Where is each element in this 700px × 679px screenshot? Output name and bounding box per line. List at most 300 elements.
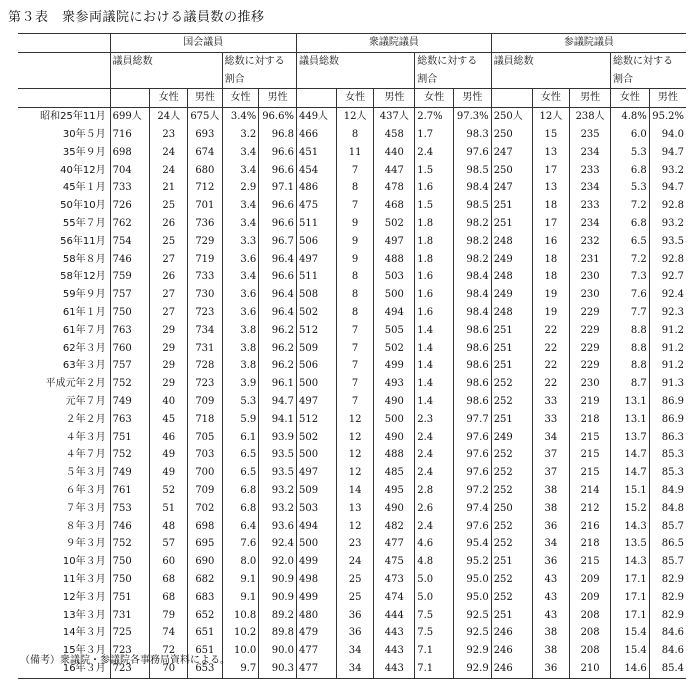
table-cell: 8: [336, 179, 374, 197]
table-cell: 7.7: [611, 304, 650, 322]
table-cell: 70: [150, 660, 188, 678]
row-label: 50年10月: [60, 200, 106, 212]
table-cell: 9: [336, 215, 374, 233]
table-cell: 12人: [336, 108, 374, 126]
table-cell: 246: [491, 660, 532, 678]
table-cell: 43: [532, 571, 570, 589]
table-row: [18, 286, 686, 304]
table-cell: 252: [491, 446, 532, 464]
table-cell: 215: [570, 464, 611, 482]
table-cell: 251: [491, 197, 532, 215]
table-cell: 500: [374, 411, 415, 429]
total-header: 議員総数: [296, 52, 414, 70]
table-cell: 234: [570, 179, 611, 197]
table-cell: 95.2%: [649, 108, 686, 126]
table-cell: 85.7: [649, 553, 686, 571]
table-cell: 7: [336, 375, 374, 393]
table-cell: 477: [374, 535, 415, 553]
male-header: 男性: [570, 89, 611, 108]
table-cell: 229: [570, 322, 611, 340]
table-cell: 763: [110, 411, 150, 429]
table-row: [18, 251, 686, 269]
table-row: [18, 162, 686, 180]
table-cell: 753: [110, 500, 150, 518]
table-cell: 440: [374, 144, 415, 162]
table-cell: 51: [150, 500, 188, 518]
row-label: ６年３月: [65, 484, 106, 496]
table-cell: 3.4: [222, 215, 259, 233]
table-cell: 24: [150, 144, 188, 162]
table-cell: 497: [296, 251, 336, 269]
table-cell: 45: [150, 411, 188, 429]
table-cell: 95.4: [454, 535, 492, 553]
table-cell: 91.3: [649, 375, 686, 393]
table-row: [18, 304, 686, 322]
table-cell: 757: [110, 286, 150, 304]
table-cell: 93.5: [649, 233, 686, 251]
table-cell: 4.8: [415, 553, 454, 571]
table-cell: 95.2: [454, 553, 492, 571]
table-cell: 68: [150, 571, 188, 589]
table-cell: 512: [296, 322, 336, 340]
table-cell: 252: [491, 571, 532, 589]
table-cell: 22: [532, 375, 570, 393]
table-cell: 7: [336, 357, 374, 375]
table-cell: 506: [296, 233, 336, 251]
header-groups: [18, 34, 686, 53]
table-title: 第３表 衆参両議院における議員数の推移: [8, 10, 265, 25]
table-cell: 503: [296, 500, 336, 518]
table-cell: 235: [570, 126, 611, 144]
table-cell: 29: [150, 340, 188, 358]
table-cell: 29: [150, 322, 188, 340]
table-cell: 699人: [110, 108, 150, 126]
table-cell: 757: [110, 357, 150, 375]
table-cell: 86.5: [649, 535, 686, 553]
table-cell: 252: [491, 589, 532, 607]
table-cell: 512: [296, 411, 336, 429]
table-cell: 215: [570, 446, 611, 464]
table-cell: 500: [296, 535, 336, 553]
table-cell: 3.8: [222, 322, 259, 340]
table-cell: 1.6: [415, 179, 454, 197]
table-cell: 19: [532, 286, 570, 304]
table-cell: 705: [188, 429, 223, 447]
table-cell: 473: [374, 571, 415, 589]
table-cell: 698: [188, 518, 223, 536]
table-cell: 13.1: [611, 411, 650, 429]
table-cell: 716: [110, 126, 150, 144]
table-cell: 13: [336, 500, 374, 518]
table-cell: 9.1: [222, 589, 259, 607]
table-cell: 702: [188, 500, 223, 518]
header-sub2: [18, 71, 686, 89]
row-label: 55年７月: [62, 217, 106, 229]
table-cell: 477: [296, 660, 336, 678]
table-cell: 750: [110, 553, 150, 571]
row-label: 40年12月: [60, 164, 106, 176]
table-cell: 15.1: [611, 482, 650, 500]
table-cell: 36: [336, 624, 374, 642]
table-cell: 502: [296, 304, 336, 322]
table-cell: 8.8: [611, 357, 650, 375]
table-cell: 15.4: [611, 642, 650, 660]
table-cell: 486: [296, 179, 336, 197]
table-cell: 7.1: [415, 642, 454, 660]
table-cell: 17.1: [611, 571, 650, 589]
table-cell: 2.6: [415, 500, 454, 518]
table-cell: 97.4: [454, 500, 492, 518]
table-cell: 6.4: [222, 518, 259, 536]
table-cell: 480: [296, 607, 336, 625]
table-cell: 736: [188, 215, 223, 233]
table-cell: 89.8: [259, 624, 297, 642]
table-cell: 92.0: [259, 553, 297, 571]
table-cell: 502: [296, 429, 336, 447]
table-cell: 92.9: [454, 642, 492, 660]
table-cell: 57: [150, 535, 188, 553]
table-cell: 29: [150, 357, 188, 375]
table-cell: 18: [532, 197, 570, 215]
table-row: [18, 322, 686, 340]
table-cell: 82.9: [649, 589, 686, 607]
row-label: ８年３月: [65, 520, 106, 532]
table-cell: 94.7: [649, 179, 686, 197]
row-label: 11年３月: [62, 573, 106, 585]
table-cell: 98.5: [454, 197, 492, 215]
table-cell: 22: [532, 340, 570, 358]
table-cell: 68: [150, 589, 188, 607]
table-cell: 12人: [532, 108, 570, 126]
table-cell: 700: [188, 464, 223, 482]
table-cell: 10.0: [222, 642, 259, 660]
table-cell: 752: [110, 446, 150, 464]
table-cell: 24: [150, 162, 188, 180]
table-cell: 651: [188, 642, 223, 660]
table-cell: 7.2: [611, 251, 650, 269]
table-cell: 36: [336, 607, 374, 625]
table-cell: 443: [374, 660, 415, 678]
table-cell: 14.6: [611, 660, 650, 678]
table-cell: 444: [374, 607, 415, 625]
table-cell: 3.4: [222, 268, 259, 286]
table-cell: 84.9: [649, 482, 686, 500]
table-cell: 91.2: [649, 357, 686, 375]
table-row: [18, 429, 686, 447]
table-cell: 466: [296, 126, 336, 144]
table-cell: 488: [374, 446, 415, 464]
row-label: 45年１月: [62, 182, 106, 194]
table-cell: 2.7%: [415, 108, 454, 126]
table-cell: 12: [336, 411, 374, 429]
table-cell: 763: [110, 322, 150, 340]
table-cell: 2.4: [415, 446, 454, 464]
table-cell: 9: [336, 251, 374, 269]
table-cell: 36: [532, 660, 570, 678]
table-cell: 85.3: [649, 446, 686, 464]
table-cell: 96.6: [259, 268, 297, 286]
table-cell: 92.7: [649, 268, 686, 286]
table-cell: 23: [150, 126, 188, 144]
row-label: ２年２月: [65, 413, 106, 425]
table-cell: 212: [570, 500, 611, 518]
table-cell: 651: [188, 624, 223, 642]
group-sangiin: 参議院議員: [491, 34, 686, 53]
table-cell: 5.9: [222, 411, 259, 429]
table-cell: 1.4: [415, 393, 454, 411]
table-cell: 751: [110, 429, 150, 447]
table-cell: 3.6: [222, 251, 259, 269]
table-cell: 86.9: [649, 393, 686, 411]
row-label: 昭和25年11月: [40, 111, 106, 123]
table-cell: 252: [491, 464, 532, 482]
table-cell: 499: [374, 357, 415, 375]
table-cell: 22: [532, 357, 570, 375]
table-cell: 246: [491, 624, 532, 642]
table-cell: 219: [570, 393, 611, 411]
table-cell: 92.4: [259, 535, 297, 553]
table-cell: 2.3: [415, 411, 454, 429]
table-cell: 97.7: [454, 411, 492, 429]
table-cell: 14: [336, 482, 374, 500]
table-cell: 7: [336, 197, 374, 215]
table-cell: 96.8: [259, 126, 297, 144]
table-cell: 718: [188, 411, 223, 429]
header-gender: [18, 89, 686, 108]
table-cell: 494: [374, 304, 415, 322]
table-cell: 36: [532, 518, 570, 536]
table-cell: 232: [570, 233, 611, 251]
table-cell: 505: [374, 322, 415, 340]
table-cell: 14.3: [611, 553, 650, 571]
table-cell: 98.6: [454, 375, 492, 393]
table-cell: 703: [188, 446, 223, 464]
table-cell: 6.5: [222, 446, 259, 464]
ratio-header-2: 割合: [611, 71, 686, 89]
table-cell: 9.7: [222, 660, 259, 678]
row-label: 58年８月: [62, 253, 106, 265]
table-cell: 477: [296, 642, 336, 660]
table-cell: 34: [532, 429, 570, 447]
table-cell: 728: [188, 357, 223, 375]
table-cell: 497: [296, 464, 336, 482]
table-row: [18, 268, 686, 286]
table-cell: 12: [336, 446, 374, 464]
table-cell: 502: [374, 215, 415, 233]
table-cell: 82.9: [649, 607, 686, 625]
table-cell: 709: [188, 482, 223, 500]
table-cell: 230: [570, 268, 611, 286]
table-cell: 91.2: [649, 340, 686, 358]
table-cell: 13.5: [611, 535, 650, 553]
table-cell: 98.3: [454, 126, 492, 144]
table-cell: 250: [491, 126, 532, 144]
table-cell: 511: [296, 268, 336, 286]
table-cell: 500: [374, 286, 415, 304]
table-cell: 498: [296, 571, 336, 589]
table-cell: 761: [110, 482, 150, 500]
table-cell: 86.3: [649, 429, 686, 447]
table-cell: 38: [532, 642, 570, 660]
row-label: 62年３月: [62, 342, 106, 354]
table-cell: 729: [188, 233, 223, 251]
table-cell: 490: [374, 429, 415, 447]
table-row: [18, 197, 686, 215]
row-label: 63年３月: [62, 360, 106, 372]
table-cell: 511: [296, 215, 336, 233]
table-cell: 43: [532, 589, 570, 607]
table-cell: 96.4: [259, 304, 297, 322]
row-label: 14年３月: [62, 627, 106, 639]
table-cell: 208: [570, 642, 611, 660]
table-cell: 84.6: [649, 642, 686, 660]
table-cell: 6.5: [611, 233, 650, 251]
table-row: [18, 500, 686, 518]
table-cell: 93.2: [259, 482, 297, 500]
female-header: 女性: [532, 89, 570, 108]
table-cell: 34: [336, 642, 374, 660]
table-cell: 96.4: [259, 251, 297, 269]
row-label: ５年３月: [65, 467, 106, 479]
table-cell: 751: [110, 589, 150, 607]
table-cell: 96.1: [259, 375, 297, 393]
table-cell: 2.4: [415, 144, 454, 162]
male-header: 男性: [649, 89, 686, 108]
table-cell: 443: [374, 624, 415, 642]
row-label: ４年７月: [65, 449, 106, 461]
table-cell: 474: [374, 589, 415, 607]
table-cell: 38: [532, 500, 570, 518]
table-cell: 89.2: [259, 607, 297, 625]
table-cell: 8.0: [222, 553, 259, 571]
table-cell: 7: [336, 322, 374, 340]
table-cell: 19: [532, 304, 570, 322]
table-cell: 4.6: [415, 535, 454, 553]
source-note: （備考）衆議院・参議院各事務局資料による。: [20, 655, 230, 666]
row-label: 61年１月: [62, 306, 106, 318]
table-cell: 759: [110, 268, 150, 286]
table-cell: 252: [491, 518, 532, 536]
table-cell: 249: [491, 429, 532, 447]
table-cell: 92.9: [454, 660, 492, 678]
table-cell: 3.9: [222, 375, 259, 393]
table-cell: 26: [150, 268, 188, 286]
table-cell: 5.0: [415, 571, 454, 589]
table-cell: 34: [532, 535, 570, 553]
table-cell: 91.2: [649, 322, 686, 340]
group-shugiin: 衆議院議員: [296, 34, 491, 53]
female-header: 女性: [611, 89, 650, 108]
table-row: [18, 446, 686, 464]
table-cell: 730: [188, 286, 223, 304]
table-cell: 652: [188, 607, 223, 625]
table-cell: 7.6: [611, 286, 650, 304]
table-cell: 680: [188, 162, 223, 180]
table-cell: 90.3: [259, 660, 297, 678]
table-cell: 40: [150, 393, 188, 411]
table-cell: 746: [110, 251, 150, 269]
row-label: 12年３月: [62, 591, 106, 603]
table-cell: 733: [188, 268, 223, 286]
total-header: 議員総数: [110, 52, 222, 70]
female-header: 女性: [336, 89, 374, 108]
table-cell: 17.1: [611, 589, 650, 607]
table-cell: 15: [532, 126, 570, 144]
table-cell: 497: [296, 393, 336, 411]
table-cell: 1.6: [415, 286, 454, 304]
table-cell: 2.4: [415, 464, 454, 482]
table-cell: 14.7: [611, 464, 650, 482]
row-label: 61年７月: [62, 324, 106, 336]
table-cell: 6.0: [611, 126, 650, 144]
table-cell: 443: [374, 642, 415, 660]
table-cell: 11: [336, 144, 374, 162]
table-cell: 247: [491, 144, 532, 162]
table-cell: 1.8: [415, 251, 454, 269]
table-cell: 2.9: [222, 179, 259, 197]
table-cell: 674: [188, 144, 223, 162]
ratio-header: 総数に対する: [222, 52, 296, 70]
row-label: 58年12月: [60, 271, 106, 283]
table-cell: 1.4: [415, 357, 454, 375]
ratio-header-2: 割合: [222, 71, 296, 89]
table-cell: 752: [110, 535, 150, 553]
table-cell: 1.5: [415, 197, 454, 215]
ratio-header: 総数に対する: [611, 52, 686, 70]
table-cell: 98.4: [454, 304, 492, 322]
table-cell: 37: [532, 446, 570, 464]
table-row: [18, 518, 686, 536]
table-cell: 252: [491, 393, 532, 411]
table-cell: 82.9: [649, 571, 686, 589]
ratio-header: 総数に対する: [415, 52, 491, 70]
table-row: [18, 607, 686, 625]
table-cell: 7.5: [415, 607, 454, 625]
table-cell: 723: [188, 304, 223, 322]
table-cell: 90.9: [259, 571, 297, 589]
table-cell: 94.7: [649, 144, 686, 162]
table-cell: 3.4%: [222, 108, 259, 126]
table-cell: 98.4: [454, 286, 492, 304]
table-cell: 29: [150, 375, 188, 393]
table-cell: 495: [374, 482, 415, 500]
table-cell: 97.6: [454, 446, 492, 464]
table-cell: 33: [532, 411, 570, 429]
table-cell: 23: [336, 535, 374, 553]
table-cell: 1.6: [415, 304, 454, 322]
table-cell: 754: [110, 233, 150, 251]
table-cell: 97.6: [454, 518, 492, 536]
table-cell: 97.1: [259, 179, 297, 197]
table-cell: 14.7: [611, 446, 650, 464]
table-cell: 93.6: [259, 518, 297, 536]
table-cell: 231: [570, 251, 611, 269]
table-cell: 98.2: [454, 215, 492, 233]
table-row: [18, 624, 686, 642]
table-cell: 5.3: [611, 144, 650, 162]
table-cell: 49: [150, 464, 188, 482]
table-cell: 490: [374, 393, 415, 411]
table-cell: 252: [491, 482, 532, 500]
table-cell: 215: [570, 553, 611, 571]
table-cell: 6.8: [611, 215, 650, 233]
table-cell: 653: [188, 660, 223, 678]
table-cell: 98.2: [454, 251, 492, 269]
table-cell: 96.2: [259, 357, 297, 375]
table-row: [18, 144, 686, 162]
table-cell: 15.4: [611, 624, 650, 642]
table-row: [18, 411, 686, 429]
